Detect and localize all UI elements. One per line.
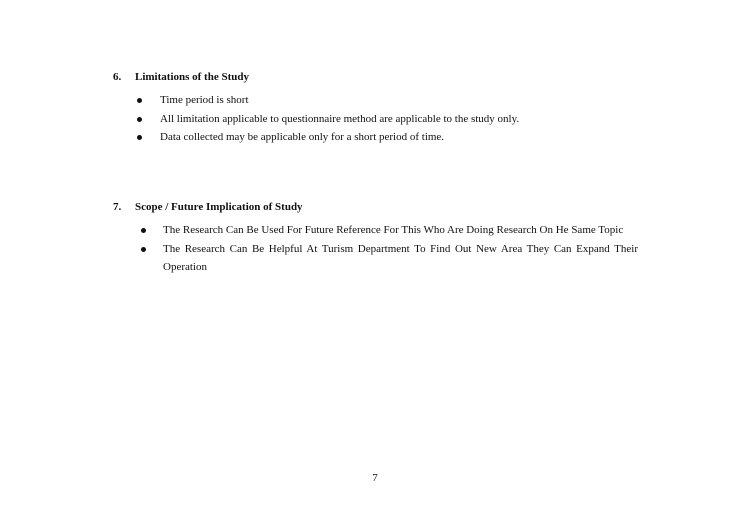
list-item xyxy=(113,221,638,240)
page-number: 7 xyxy=(372,472,378,484)
list-item xyxy=(113,110,638,129)
section-number: 6. xyxy=(113,71,122,83)
list-item-text: The Research Can Be Used For Future Reference For This Who Are Doing Research On He Same Topic xyxy=(163,224,624,236)
bullet-icon xyxy=(137,98,142,103)
bullet-icon xyxy=(137,135,142,140)
bullet-list xyxy=(113,221,638,277)
section-title: Limitations of the Study xyxy=(135,71,249,83)
list-item-text: The Research Can Be Helpful At Turism Department To Find Out New Area They Can Expand Their Operation xyxy=(163,242,638,273)
list-item-text: Time period is short xyxy=(160,94,249,106)
list-item xyxy=(113,91,638,110)
section-limitations xyxy=(113,70,638,147)
section-heading xyxy=(113,70,638,85)
section-number: 7. xyxy=(113,201,122,213)
section-heading xyxy=(113,200,638,215)
bullet-icon xyxy=(137,117,142,122)
bullet-list xyxy=(113,91,638,147)
list-item-text: All limitation applicable to questionnaire method are applicable to the study only. xyxy=(160,112,520,125)
list-item-text: Data collected may be applicable only for a short period of time. xyxy=(160,131,445,143)
list-item xyxy=(113,128,638,147)
section-title: Scope / Future Implication of Study xyxy=(135,201,303,213)
section-scope xyxy=(113,200,638,277)
bullet-icon xyxy=(141,228,146,233)
list-item xyxy=(113,240,638,277)
bullet-icon xyxy=(141,247,146,252)
